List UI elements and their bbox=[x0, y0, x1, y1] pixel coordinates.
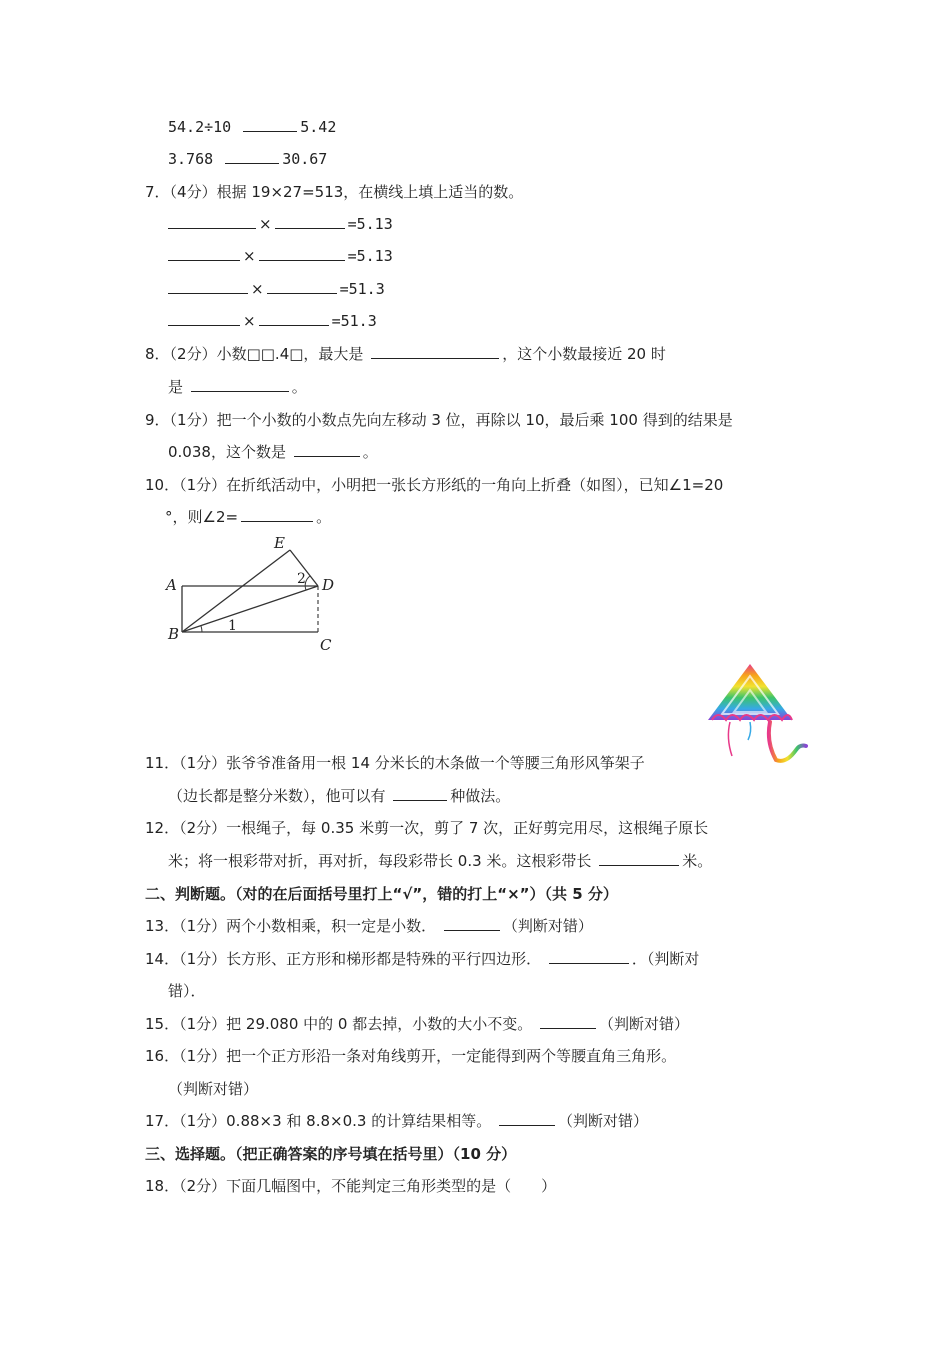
fig-label-angle2: 2 bbox=[297, 571, 306, 587]
fig-label-B: B bbox=[168, 625, 180, 643]
q6-row1 bbox=[168, 117, 336, 137]
q16-line1: 16．（1分）把一个正方形沿一条对角线剪开，一定能得到两个等腰直角三角形。 bbox=[145, 1047, 677, 1065]
q7-eq3-blank-b[interactable] bbox=[267, 279, 337, 294]
q8-line2 bbox=[168, 377, 307, 397]
q14-blank[interactable] bbox=[549, 949, 629, 964]
q13-end: （判断对错） bbox=[502, 917, 593, 935]
q12-line2-text: 米；将一根彩带对折，再对折，每段彩带长 0.3 米。这根彩带长 bbox=[168, 852, 592, 870]
q15-end: （判断对错） bbox=[599, 1015, 690, 1033]
q18: 18．（2分）下面几幅图中，不能判定三角形类型的是（ ） bbox=[145, 1177, 557, 1195]
q11-blank[interactable] bbox=[393, 786, 447, 801]
q7-eq1-blank-a[interactable] bbox=[168, 214, 256, 229]
q8-part3: 是 bbox=[168, 378, 184, 396]
q11-line2 bbox=[168, 786, 510, 806]
q9-line1: 9．（1分）把一个小数的小数点先向左移动 3 位，再除以 10，最后乘 100 得到的结果是 bbox=[145, 411, 733, 429]
q14-line1 bbox=[145, 949, 699, 969]
q14-line2: 错）． bbox=[168, 982, 206, 1000]
q7-eq4-times: × bbox=[243, 312, 256, 330]
q17-end: （判断对错） bbox=[558, 1112, 649, 1130]
q6-row1-right: 5.42 bbox=[300, 118, 337, 136]
q9-end: 。 bbox=[362, 443, 378, 461]
q17 bbox=[145, 1111, 648, 1131]
q7-eq3-result: =51.3 bbox=[339, 280, 385, 298]
q6-row1-blank[interactable] bbox=[243, 117, 297, 132]
q12-line2 bbox=[168, 851, 712, 871]
section3-title: 三、选择题。（把正确答案的序号填在括号里）（10 分） bbox=[145, 1145, 517, 1163]
q11-end: 种做法。 bbox=[450, 787, 511, 805]
q13-text: 13．（1分）两个小数相乘，积一定是小数． bbox=[145, 917, 437, 935]
fig-label-angle1: 1 bbox=[228, 618, 237, 634]
fig-label-A: A bbox=[166, 576, 177, 594]
q14-mid: ．（判断对 bbox=[631, 950, 700, 968]
q10-fold-figure bbox=[160, 532, 350, 654]
q7-eq1 bbox=[168, 214, 393, 234]
section2-title: 二、判断题。（对的在后面括号里打上“√”，错的打上“×”）（共 5 分） bbox=[145, 885, 618, 903]
q7-eq2-blank-a[interactable] bbox=[168, 246, 240, 261]
q6-row2 bbox=[168, 149, 327, 169]
q7-eq1-blank-b[interactable] bbox=[275, 214, 345, 229]
q12-end: 米。 bbox=[682, 852, 713, 870]
fig-label-E: E bbox=[274, 534, 285, 552]
q15 bbox=[145, 1014, 689, 1034]
q8-part2: ，这个小数最接近 20 时 bbox=[502, 345, 666, 363]
q7-eq1-times: × bbox=[259, 215, 272, 233]
q11-line2-text: （边长都是整分米数），他可以有 bbox=[168, 787, 386, 805]
fig-label-C: C bbox=[320, 636, 332, 654]
q6-row2-left: 3.768 bbox=[168, 150, 214, 168]
q7-eq2-result: =5.13 bbox=[347, 247, 393, 265]
q17-blank[interactable] bbox=[499, 1111, 555, 1126]
q7-eq1-result: =5.13 bbox=[347, 215, 393, 233]
q9-line2 bbox=[168, 442, 378, 462]
q7-eq4-blank-b[interactable] bbox=[259, 311, 329, 326]
q9-line2-text: 0.038，这个数是 bbox=[168, 443, 286, 461]
q7-eq4-result: =51.3 bbox=[331, 312, 377, 330]
fig-fold-BD bbox=[182, 586, 318, 632]
q9-blank[interactable] bbox=[294, 442, 360, 457]
q7-eq4-blank-a[interactable] bbox=[168, 311, 240, 326]
q10-line2 bbox=[165, 507, 331, 527]
q7-eq3 bbox=[168, 279, 385, 299]
q7-eq4 bbox=[168, 311, 377, 331]
q16-line2: （判断对错） bbox=[168, 1080, 259, 1098]
q10-line1: 10．（1分）在折纸活动中，小明把一张长方形纸的一角向上折叠（如图），已知∠1=20 bbox=[145, 476, 724, 494]
q15-text: 15．（1分）把 29.080 中的 0 都去掉，小数的大小不变。 bbox=[145, 1015, 533, 1033]
kite-illustration bbox=[700, 660, 810, 770]
q6-row1-left: 54.2÷10 bbox=[168, 118, 232, 136]
q11-line1: 11．（1分）张爷爷准备用一根 14 分米长的木条做一个等腰三角形风筝架子 bbox=[145, 754, 645, 772]
q10-line2-text: °，则∠2= bbox=[165, 508, 239, 526]
q6-row2-right: 30.67 bbox=[282, 150, 328, 168]
kite-tail-right bbox=[769, 722, 806, 761]
q12-line1: 12．（2分）一根绳子，每 0.35 米剪一次，剪了 7 次，正好剪完用尽，这根绳子原长 bbox=[145, 819, 709, 837]
q7-eq2 bbox=[168, 246, 393, 266]
q12-blank[interactable] bbox=[599, 851, 679, 866]
q6-row2-blank[interactable] bbox=[225, 149, 279, 164]
q7-eq2-times: × bbox=[243, 247, 256, 265]
q8-part1: 8．（2分）小数□□.4□，最大是 bbox=[145, 345, 364, 363]
q14-text: 14．（1分）长方形、正方形和梯形都是特殊的平行四边形． bbox=[145, 950, 542, 968]
fig-angle1-arc bbox=[201, 626, 202, 632]
kite-string bbox=[748, 722, 751, 740]
q8-line1 bbox=[145, 344, 666, 364]
q8-blank2[interactable] bbox=[191, 377, 289, 392]
q13 bbox=[145, 916, 593, 936]
q13-blank[interactable] bbox=[444, 916, 500, 931]
q7-eq3-times: × bbox=[251, 280, 264, 298]
q7-stem: 7．（4分）根据 19×27=513，在横线上填上适当的数。 bbox=[145, 183, 524, 201]
q8-part4: 。 bbox=[291, 378, 307, 396]
q15-blank[interactable] bbox=[540, 1014, 596, 1029]
q17-text: 17．（1分）0.88×3 和 8.8×0.3 的计算结果相等。 bbox=[145, 1112, 492, 1130]
q7-eq2-blank-b[interactable] bbox=[259, 246, 345, 261]
q10-blank[interactable] bbox=[241, 507, 313, 522]
q7-eq3-blank-a[interactable] bbox=[168, 279, 248, 294]
q8-blank1[interactable] bbox=[371, 344, 499, 359]
kite-tail-left bbox=[728, 722, 732, 756]
q10-end: 。 bbox=[316, 508, 332, 526]
fig-label-D: D bbox=[322, 576, 335, 594]
